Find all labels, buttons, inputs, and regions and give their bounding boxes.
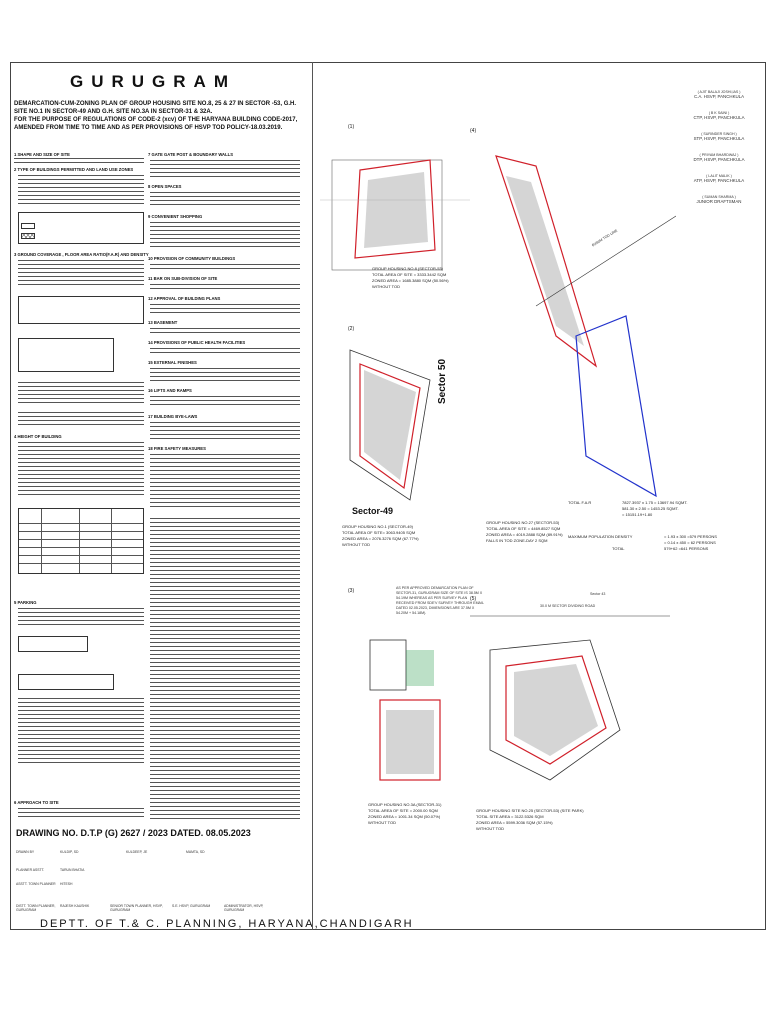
subtitle-line: FOR THE PURPOSE OF REGULATIONS OF CODE-2 (xcv) OF THE HARYANA BUILDING CODE-2017, xyxy=(14,117,298,123)
density-line: 579+62 =641 PERSONS xyxy=(664,546,709,551)
note-line: 54.19M WHEREAS AS PER SURVEY PLAN xyxy=(396,596,468,600)
drawing-number: DRAWING NO. D.T.P (G) 2627 / 2023 DATED. 08.05.2023 xyxy=(16,828,251,838)
subtitle-line: AMENDED FROM TIME TO TIME AND AS PER PROVISIONS OF HSVP TOD POLICY-18.03.2019. xyxy=(14,125,283,131)
signatory-role: DISTT. TOWN PLANNER, GURUGRAM xyxy=(16,904,56,912)
section-heading: 8 OPEN SPACES xyxy=(148,184,182,189)
section-heading: 13 BASEMENT xyxy=(148,320,178,325)
info-line: GROUP HOUSING SITE NO.25 (SECTOR-53) (SITE PARK) xyxy=(476,808,584,813)
official-title: DTP, HSVP, PANCHKULA xyxy=(693,157,745,162)
official-title: ATP, HSVP, PANCHKULA xyxy=(693,178,745,183)
zoned-area-hatch xyxy=(364,172,428,248)
subtitle-line: DEMARCATION-CUM-ZONING PLAN OF GROUP HOUSING SITE NO.8, 25 & 27 IN SECTOR -53, G.H. xyxy=(14,101,297,107)
plan-2-info xyxy=(342,524,419,548)
info-line: WITHOUT TOD xyxy=(476,826,504,831)
signatory-role: ASSTT. TOWN PLANNER xyxy=(16,882,56,886)
far-calculation xyxy=(622,500,688,518)
info-line: TOTAL AREA OF SITE = 3333.3442 SQM xyxy=(372,272,447,277)
section-heading: 3 GROUND COVERAGE , FLOOR AREA RATIO(F.A.R) AND DENSITY xyxy=(14,252,149,257)
zoned-area-hatch xyxy=(506,176,584,346)
section-heading: 18 FIRE SAFETY MEASURES xyxy=(148,446,206,451)
density-label: MAXIMUM POPULATION DENSITY xyxy=(568,534,633,539)
density-line: = 1.93 x 300 =579 PERSONS xyxy=(664,534,717,539)
plan-number: (4) xyxy=(470,128,477,134)
info-line: FALLS IN TOD ZONE-DAY 2 SQM xyxy=(486,538,548,543)
section-heading: 15 EXTERNAL FINISHES xyxy=(148,360,197,365)
tod-line xyxy=(536,216,676,306)
info-line: WITHOUT TOD xyxy=(368,820,396,825)
official-name: ( AJIT BALAJI JOSHI,IAS ) xyxy=(697,90,741,94)
site-plan-4 xyxy=(476,136,676,536)
density-line: = 0.14 x 450 = 62 PERSONS xyxy=(664,540,716,545)
section-heading: 6 APPROACH TO SITE xyxy=(14,800,59,805)
section-heading: 1 SHAPE AND SIZE OF SITE xyxy=(14,152,70,157)
info-line: ZONED AREA = 5599.3036 SQM (57.15%) xyxy=(476,820,553,825)
section-heading: 14 PROVISIONS OF PUBLIC HEALTH FACILITIES xyxy=(148,340,246,345)
info-line: ZONED AREA = 2076.3276 SQM (67.77%) xyxy=(342,536,419,541)
plan-number: (5) xyxy=(470,596,477,602)
info-line: GROUP HOUSING NO.8 (SECTOR-53) xyxy=(372,266,443,271)
note-line: 54.20M + 54.18M). xyxy=(396,611,427,615)
signatory-name: RAJESH KAUSHIK xyxy=(60,904,90,908)
signatory-name: MAMTA, SD xyxy=(186,850,205,854)
subtitle-line: SITE NO.1 IN SECTOR-49 AND G.H. SITE NO.3A IN SECTOR-31 & 32A. xyxy=(14,109,213,115)
parking-table xyxy=(18,636,88,652)
far-line: 581.30 x 2.50 = 1453.25 SQMT. xyxy=(622,506,679,511)
official-title: JUNIOR DRAFTSMAN xyxy=(696,199,742,204)
info-line: GROUP HOUSING NO.1 (SECTOR-49) xyxy=(342,524,413,529)
signatory-name: HITESH xyxy=(60,882,73,886)
sheet-divider xyxy=(312,62,313,930)
section-heading: 16 LIFTS AND RAMPS xyxy=(148,388,192,393)
section-heading: 7 GATE GATE POST & BOUNDARY WALLS xyxy=(148,152,233,157)
park-area xyxy=(406,650,434,686)
plan-number: (3) xyxy=(348,588,355,594)
signature-block xyxy=(16,846,306,916)
plan-4-info xyxy=(486,520,563,544)
info-line: TOTAL SITE AREA = 3122.5326 SQM xyxy=(476,814,544,819)
signatory-name: KULDEEP, JE xyxy=(126,850,148,854)
road-label: 30.0 M SECTOR DIVIDING ROAD xyxy=(540,604,596,608)
density-total-label: TOTAL xyxy=(612,546,625,551)
zone-swatch xyxy=(21,223,35,229)
info-line: ZONED AREA = 1685.3880 SQM (50.56%) xyxy=(372,278,449,283)
info-line: WITHOUT TOD xyxy=(342,542,370,547)
note-line: AS PER APPROVED DEMARCATION PLAN OF xyxy=(396,586,474,590)
signatory-name: KULDIP, SD xyxy=(60,850,79,854)
info-line: WITHOUT TOD xyxy=(372,284,400,289)
site-plan-2 xyxy=(320,340,460,510)
info-line: TOTAL AREA OF SITE= 3063.9405 SQM xyxy=(342,530,416,535)
plan-number: (1) xyxy=(348,124,355,130)
zoned-area-hatch xyxy=(386,710,434,774)
plan-5-info xyxy=(476,808,584,832)
site-plan-5 xyxy=(470,610,670,800)
section-heading: 9 CONVENIENT SHOPPING xyxy=(148,214,203,219)
building-block xyxy=(370,640,406,690)
sector-label: Sector 50 xyxy=(437,358,449,405)
signatory-name: TARUN BHATIA xyxy=(60,868,85,872)
site-plan-3 xyxy=(330,620,460,790)
section-heading: 17 BUILDING BYE-LAWS xyxy=(148,414,198,419)
department-footer: DEPTT. OF T.& C. PLANNING, HARYANA,CHANDIGARH xyxy=(40,918,414,930)
section-heading: 11 BAR ON SUB-DIVISION OF SITE xyxy=(148,276,218,281)
info-line: ZONED AREA = 1001.34 SQM (50.07%) xyxy=(368,814,441,819)
sector-label: Sector-49 xyxy=(352,506,394,516)
plan-subtitle xyxy=(14,100,310,132)
city-title: GURUGRAM xyxy=(70,72,236,91)
official-name: ( B K SAINI ) xyxy=(708,111,730,115)
official-title: CTP, HSVP, PANCHKULA xyxy=(693,115,745,120)
plan-1-info xyxy=(372,266,449,290)
signatory-role: PLANNER ASSTT. xyxy=(16,868,45,872)
far-line: = 15151.19+1.80 xyxy=(622,512,653,517)
info-line: ZONED AREA = 4019.2888 SQM (89.91%) xyxy=(486,532,563,537)
plan-3-info xyxy=(368,802,441,826)
parking-table-2 xyxy=(18,674,114,690)
section-heading: 5 PARKING xyxy=(14,600,37,605)
far-table xyxy=(18,338,114,372)
section-heading: 10 PROVISION OF COMMUNITY BUILDINGS xyxy=(148,256,236,261)
official-title: STP, HSVP, PANCHKULA xyxy=(693,136,745,141)
info-line: TOTAL AREA OF SITE = 2000.00 SQM xyxy=(368,808,438,813)
plan-number: (2) xyxy=(348,326,355,332)
official-name: ( LALIT MALIK ) xyxy=(706,174,732,178)
far-label: TOTAL F.A.R xyxy=(568,500,592,505)
zoned-area-hatch xyxy=(514,664,598,756)
coverage-table xyxy=(18,296,144,324)
signatory-role: DRAWN BY xyxy=(16,850,35,854)
signatory-role: SENIOR TOWN PLANNER, HSVP, GURUGRAM xyxy=(110,904,163,912)
zone-swatch xyxy=(21,233,35,239)
signatory-role: S.E. HSVP, GURUGRAM xyxy=(172,904,211,908)
tod-boundary xyxy=(576,316,656,496)
official-name: ( PRIYAM BHARDWAJ ) xyxy=(699,153,739,157)
official-title: C.A. HSVP, PANCHKULA xyxy=(693,94,745,99)
info-line: GROUP HOUSING NO.27 (SECTOR-53) xyxy=(486,520,560,525)
height-table xyxy=(18,508,144,574)
land-use-table xyxy=(18,212,144,244)
section-heading: 2 TYPE OF BUILDINGS PERMITTED AND LAND USE ZONES xyxy=(14,167,134,172)
note-line: DATED 02.05.2023, DIMENSIONS ARE 37.5M X xyxy=(396,606,475,610)
note-line: SECTOR-31, GURUGRAM SIZE OF SITE IS 38.5M X xyxy=(396,591,483,595)
official-name: ( SURINDER SINGH ) xyxy=(701,132,737,136)
tod-line-label: 60/80M TOD LINE xyxy=(591,228,619,248)
section-heading: 4 HEIGHT OF BUILDING xyxy=(14,434,62,439)
info-line: GROUP HOUSING NO.3A (SECTOR-31) xyxy=(368,802,442,807)
section-heading: 12 APPROVAL OF BUILDING PLANS xyxy=(148,296,221,301)
official-name: ( SUMAN SHARMA ) xyxy=(702,195,736,199)
far-line: 7827.3937 x 1.75 = 13697.94 SQMT. xyxy=(622,500,688,505)
note-line: RECEIVED FROM SDE'V SURVEY THROUGH EMAIL xyxy=(396,601,484,605)
signatory-role: ADMINISTRATOR, HSVP, GURUGRAM xyxy=(224,904,264,912)
density-calculation xyxy=(664,534,717,552)
sector-label: Sector 43 xyxy=(590,592,606,596)
officials-column xyxy=(676,90,762,204)
info-line: TOTAL AREA OF SITE = 4469.8527 SQM xyxy=(486,526,561,531)
